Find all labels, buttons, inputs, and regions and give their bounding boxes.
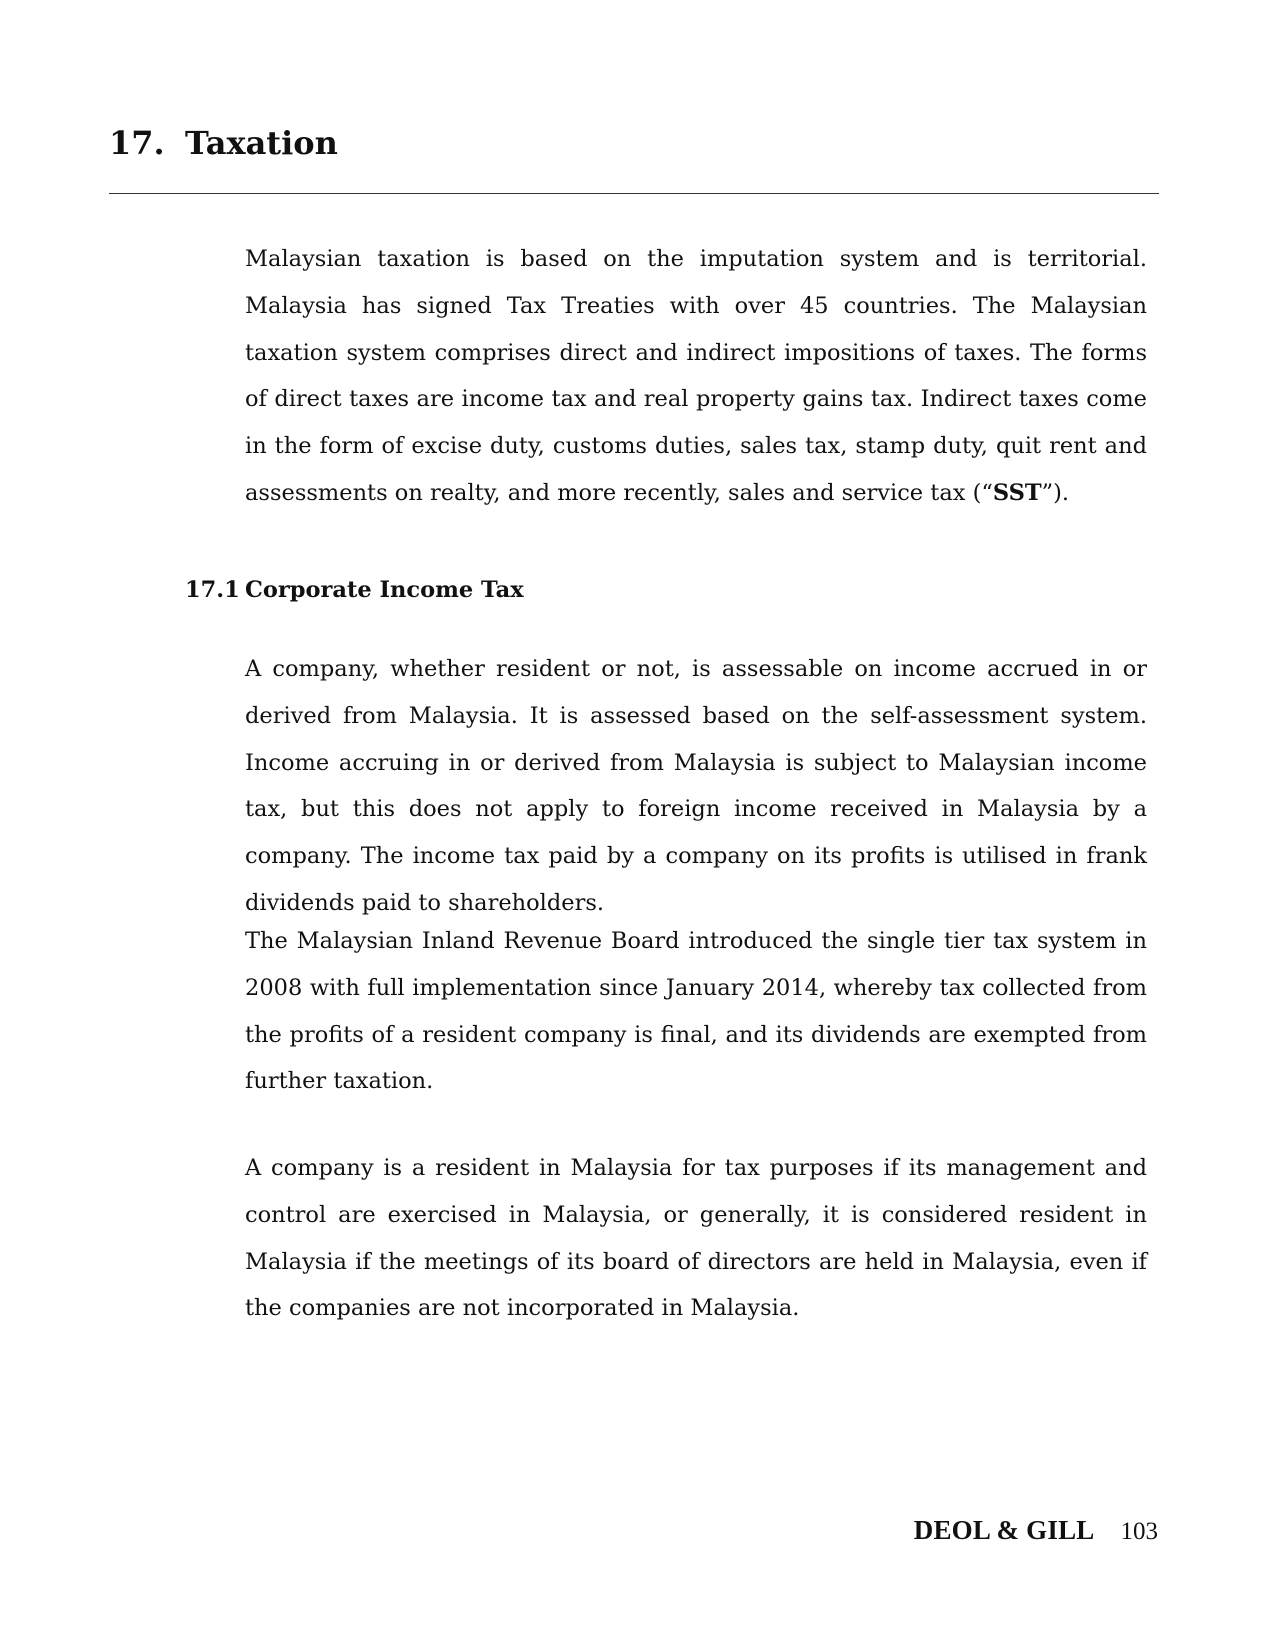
- body-paragraph-3: A company is a resident in Malaysia for tax purposes if its management and control are exercised in Malaysia, or generally, it is considered resident in Malaysia if the meetings of its board of directors are held in Malaysia, even if the companies are not incorporated in Malaysia.: [245, 1155, 1147, 1322]
- section-heading: [185, 574, 524, 606]
- section-title: Corporate Income Tax: [245, 577, 524, 603]
- page-number: 103: [1120, 1518, 1158, 1545]
- chapter-title: Taxation: [185, 124, 338, 162]
- footer-brand: DEOL & GILL: [913, 1515, 1095, 1545]
- heading-divider: [109, 193, 1159, 194]
- body-paragraph-1: A company, whether resident or not, is assessable on income accrued in or derived from Malaysia. It is assessed based on the self-assessment system. Income accruing in or derived from Malaysia is subject to Malaysian income tax, but this does not apply to foreign income received in Malaysia by a company. The income tax paid by a company on its profits is utilised in frank dividends paid to shareholders.: [245, 656, 1147, 916]
- chapter-heading: [109, 124, 338, 162]
- page-footer: [914, 1514, 1158, 1548]
- section-number: 17.1: [185, 577, 240, 603]
- intro-bold-term: SST: [992, 479, 1042, 506]
- intro-text-end: ”).: [1041, 479, 1070, 506]
- intro-text-start: Malaysian taxation is based on the imputation system and is territorial. Malaysia has signed Tax Treaties with over 45 countries. The Malaysian taxation system comprises direct and indirect impositions of taxes. The forms of direct taxes are income tax and real property gains tax. Indirect taxes come in the form of excise duty, customs duties, sales tax, stamp duty, quit rent and assessments on realty, and more recently, sales and service tax (“: [245, 246, 1147, 506]
- body-paragraph-2: The Malaysian Inland Revenue Board introduced the single tier tax system in 2008 with full implementation since January 2014, whereby tax collected from the profits of a resident company is final, and its dividends are exempted from further taxation.: [245, 928, 1147, 1095]
- intro-paragraph: [245, 236, 1147, 517]
- chapter-number: 17.: [109, 124, 165, 162]
